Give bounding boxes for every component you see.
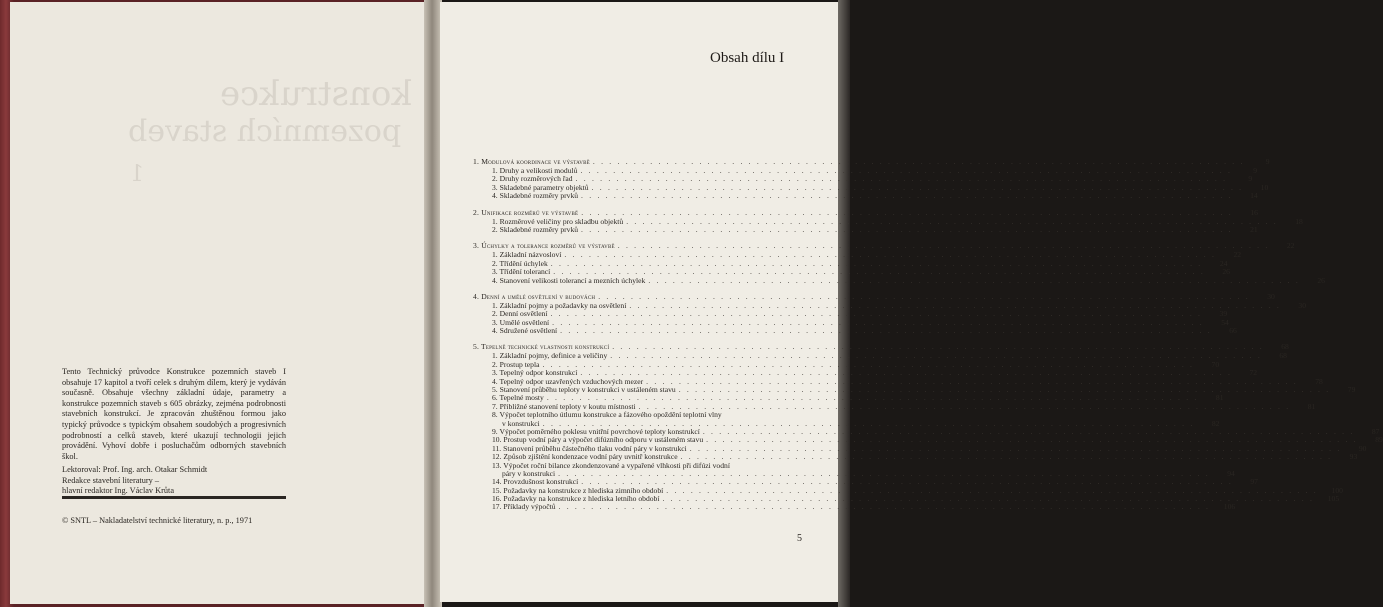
- dot-leader: . . . . . . . . . . . . . . . . . . . . . . . . . . . . . . . . . . . . . . . . . . . . . . . . . . . . . . . . . . . . . . . . . . . . . . . . . . . . . . . .: [542, 418, 1195, 428]
- toc-item-page: 70: [1211, 359, 1220, 369]
- dot-leader: . . . . . . . . . . . . . . . . . . . . . . . . . . . . . . . . . . . . . . . . . . . . . . . . . . . . . . . . . . . . . . . . . . . . . . . . . . . . . . . .: [581, 224, 1233, 234]
- toc-chapter: [470, 157, 1270, 201]
- dot-leader: . . . . . . . . . . . . . . . . . . . . . . . . . . . . . . . . . . . . . . . . . . . . . . . . . . . . . . . . . . . . . . . . . . . . . . . . . . . . . . . .: [592, 157, 1245, 166]
- toc-chapter-heading-page: 16: [1250, 207, 1258, 217]
- toc-item: [470, 191, 1258, 201]
- toc-item-label: 6. Tepelné mosty: [492, 393, 544, 403]
- toc-item-page: 81: [1215, 393, 1224, 403]
- toc-chapter-heading-page: 22: [1286, 241, 1295, 251]
- toc-item-label: 1. Rozměrové veličiny pro skladbu objektů: [492, 216, 624, 226]
- dot-leader: . . . . . . . . . . . . . . . . . . . . . . . . . . . . . . . . . . . . . . . . . . . . . . . . . . . . . . . . . . . . . . . . . . . . . . . . . . . . . . . .: [591, 182, 1244, 192]
- dot-leader: . . . . . . . . . . . . . . . . . . . . . . . . . . . . . . . . . . . . . . . . . . . . . . . . . . . . . . . . . . . . . . . . . . . . . . . . . . . . . . . .: [552, 317, 1204, 327]
- dot-leader: . . . . . . . . . . . . . . . . . . . . . . . . . . . . . . . . . . . . . . . . . . . . . . . . . . . . . . . . . . . . . . . . . . . . . . . . . . . . . . . .: [575, 174, 1228, 184]
- toc-chapter: [470, 291, 1306, 336]
- toc-item-label: 9. Výpočet poměrného poklesu vnitřní povrchové teploty konstrukcí: [492, 426, 700, 436]
- dot-leader: . . . . . . . . . . . . . . . . . . . . . . . . . . . . . . . . . . . . . . . . . . . . . . . . . . . . . . . . . . . . . . . . . . . . . . . . . . . . . . . .: [550, 309, 1203, 319]
- dot-leader: . . . . . . . . . . . . . . . . . . . . . . . . . . . . . . . . . . . . . . . . . . . . . . . . . . . . . . . . . . . . . . . . . . . . . . . . . . . . . . . .: [581, 207, 1233, 217]
- toc-item-label: 17. Příklady výpočtů: [492, 502, 556, 512]
- show-through-title-3: 1: [130, 162, 144, 187]
- toc-item-continuation-page: 94: [1227, 468, 1235, 478]
- dot-leader: . . . . . . . . . . . . . . . . . . . . . . . . . . . . . . . . . . . . . . . . . . . . . . . . . . . . . . . . . . . . . . . . . . . . . . . . . . . . . . . .: [598, 291, 1250, 301]
- toc-item-page: 68: [1279, 351, 1287, 361]
- toc-item-label: 8. Výpočet teplotního útlumu konstrukce a fázového opoždění teplotní vlny: [492, 410, 722, 420]
- toc-item-continuation-label: v konstrukci: [502, 418, 540, 428]
- dot-leader: . . . . . . . . . . . . . . . . . . . . . . . . . . . . . . . . . . . . . . . . . . . . . . . . . . . . . . . . . . . . . . . . . . . . . . . . . . . . . . . .: [666, 485, 1318, 495]
- toc-chapter-heading-label: 3. Úchylky a tolerance rozměrů ve výstavbě: [473, 241, 615, 251]
- toc-item-page: 90: [1358, 443, 1367, 453]
- dot-leader: . . . . . . . . . . . . . . . . . . . . . . . . . . . . . . . . . . . . . . . . . . . . . . . . . . . . . . . . . . . . . . . . . . . . . . . . . . . . . . . .: [581, 477, 1233, 487]
- dot-leader: . . . . . . . . . . . . . . . . . . . . . . . . . . . . . . . . . . . . . . . . . . . . . . . . . . . . . . . . . . . . . . . . . . . . . . . . . . . . . . . .: [542, 359, 1195, 369]
- toc-item-label: 4. Stanovení velikosti tolerancí a mezních úchylek: [492, 275, 646, 285]
- dot-leader: . . . . . . . . . . . . . . . . . . . . . . . . . . . . . . . . . . . . . . . . . . . . . . . . . . . . . . . . . . . . . . . . . . . . . . . . . . . . . . . .: [558, 468, 1210, 478]
- toc-item-page: 66: [1229, 326, 1237, 336]
- dot-leader: . . . . . . . . . . . . . . . . . . . . . . . . . . . . . . . . . . . . . . . . . . . . . . . . . . . . . . . . . . . . . . . . . . . . . . . . . . . . . . . .: [546, 393, 1199, 403]
- toc-item-label: 16. Požadavky na konstrukce z hlediska letního období: [492, 494, 660, 504]
- credits-reviewer: Lektoroval: Prof. Ing. arch. Otakar Schmidt: [62, 465, 208, 474]
- toc-item: [470, 224, 1258, 234]
- toc-item-page: 93: [1349, 452, 1358, 462]
- toc-item-page: 21: [1250, 224, 1258, 234]
- separator-rule: [62, 496, 286, 499]
- toc-item-page: 14: [1250, 191, 1258, 201]
- toc-chapter-heading-page: 30: [1267, 291, 1275, 301]
- credits-block: [62, 465, 302, 497]
- toc-item-page: 100: [1331, 485, 1343, 495]
- copyright-notice: © SNTL – Nakladatelství technické literatury, n. p., 1971: [62, 516, 253, 525]
- dot-leader: . . . . . . . . . . . . . . . . . . . . . . . . . . . . . . . . . . . . . . . . . . . . . . . . . . . . . . . . . . . . . . . . . . . . . . . . . . . . . . . .: [646, 376, 1298, 386]
- dot-leader: . . . . . . . . . . . . . . . . . . . . . . . . . . . . . . . . . . . . . . . . . . . . . . . . . . . . . . . . . . . . . . . . . . . . . . . . . . . . . . . .: [689, 443, 1342, 453]
- toc-item-label: 4. Sdružené osvětlení: [492, 326, 558, 336]
- toc-chapter: [470, 241, 1325, 285]
- toc-item-label: 3. Třídění tolerancí: [492, 267, 551, 277]
- dot-leader: . . . . . . . . . . . . . . . . . . . . . . . . . . . . . . . . . . . . . . . . . . . . . . . . . . . . . . . . . . . . . . . . . . . . . . . . . . . . . . . .: [629, 300, 1281, 310]
- page-title: Obsah dílu I: [710, 50, 785, 66]
- toc-item-label: 1. Základní pojmy, definice a veličiny: [492, 351, 608, 361]
- toc-item-page: 39: [1219, 309, 1228, 319]
- credits-chief-editor: hlavní redaktor Ing. Václav Krůta: [62, 486, 175, 496]
- dot-leader: . . . . . . . . . . . . . . . . . . . . . . . . . . . . . . . . . . . . . . . . . . . . . . . . . . . . . . . . . . . . . . . . . . . . . . . . . . . . . . . .: [648, 275, 1300, 285]
- page-number: 5: [797, 533, 802, 544]
- toc-item-label: 2. Druhy rozměrových řad: [492, 174, 573, 184]
- toc-item-label: 2. Prostup tepla: [492, 359, 540, 369]
- toc-item-page: 97: [1250, 477, 1258, 487]
- toc-item-page: 54: [1221, 317, 1229, 327]
- toc-chapter-heading-page: 68: [1281, 342, 1289, 352]
- credits-editorial: Redakce stavební literatury –: [62, 475, 159, 485]
- toc-item: [470, 275, 1325, 285]
- toc-item-page: 26: [1222, 267, 1230, 277]
- dot-leader: . . . . . . . . . . . . . . . . . . . . . . . . . . . . . . . . . . . . . . . . . . . . . . . . . . . . . . . . . . . . . . . . . . . . . . . . . . . . . . . .: [550, 258, 1203, 268]
- toc-item-label: 2. Skladebné rozměry prvků: [492, 224, 579, 234]
- dot-leader: . . . . . . . . . . . . . . . . . . . . . . . . . . . . . . . . . . . . . . . . . . . . . . . . . . . . . . . . . . . . . . . . . . . . . . . . . . . . . . . .: [702, 426, 1355, 436]
- toc-chapter: [470, 342, 1383, 512]
- show-through-title-2: pozemních staveb: [128, 114, 402, 149]
- dot-leader: . . . . . . . . . . . . . . . . . . . . . . . . . . . . . . . . . . . . . . . . . . . . . . . . . . . . . . . . . . . . . . . . . . . . . . . . . . . . . . . .: [617, 241, 1270, 251]
- toc-item-page: 87: [1371, 426, 1380, 436]
- dot-leader: . . . . . . . . . . . . . . . . . . . . . . . . . . . . . . . . . . . . . . . . . . . . . . . . . . . . . . . . . . . . . . . . . . . . . . . . . . . . . . . .: [662, 494, 1315, 504]
- toc-item-page: 72: [1249, 368, 1258, 378]
- left-page: [10, 2, 430, 604]
- toc-item-label: 12. Způsob zjištění kondenzace vodní páry uvnitř konstrukce: [492, 452, 678, 462]
- toc-item-label: 5. Stanovení průběhu teploty v konstrukci v ustáleném stavu: [492, 385, 676, 395]
- toc-item-page: 18: [1295, 216, 1303, 226]
- toc-item: [470, 502, 1236, 512]
- toc-chapter: [470, 207, 1303, 235]
- imprint-description: Tento Technický průvodce Konstrukce pozemních staveb I obsahuje 17 kapitol a tvoří celek s druhým dílem, který je vydáván současně. Obsahuje všechny základní údaje, parametry a konstrukce pozemních staveb s 605 obrázky, zejména podrobnosti stavebních konstrukcí. Je zpracován zhuštěnou formou jako typický průvodce s typickým obsahem soudobých a progresivních podrobností a celků staveb, které ukazují technologii jejich provádění. Vyhoví dobře i posluchačům odborných stavebních škol.: [62, 367, 286, 461]
- dot-leader: . . . . . . . . . . . . . . . . . . . . . . . . . . . . . . . . . . . . . . . . . . . . . . . . . . . . . . . . . . . . . . . . . . . . . . . . . . . . . . . .: [580, 368, 1233, 378]
- toc-item-label: 4. Tepelný odpor uzavřených vzduchových mezer: [492, 376, 644, 386]
- toc-item-page: 30: [1298, 300, 1306, 310]
- toc-item-page: 81: [1307, 401, 1316, 411]
- toc-item-label: 7. Přibližné stanovení teploty v koutu místnosti: [492, 401, 636, 411]
- toc-item-label: 14. Provzdušnost konstrukcí: [492, 477, 579, 487]
- toc-chapter-heading-label: 2. Unifikace rozměrů ve výstavbě: [473, 207, 579, 217]
- dot-leader: . . . . . . . . . . . . . . . . . . . . . . . . . . . . . . . . . . . . . . . . . . . . . . . . . . . . . . . . . . . . . . . . . . . . . . . . . . . . . . . .: [680, 452, 1333, 462]
- toc-item-label: 2. Denní osvětlení: [492, 309, 548, 319]
- toc-item-page: 24: [1219, 258, 1228, 268]
- toc-item-page: 22: [1233, 250, 1242, 260]
- toc-item: [470, 326, 1237, 336]
- toc-item-continuation-page: 82: [1211, 418, 1220, 428]
- dot-leader: . . . . . . . . . . . . . . . . . . . . . . . . . . . . . . . . . . . . . . . . . . . . . . . . . . . . . . . . . . . . . . . . . . . . . . . . . . . . . . . .: [626, 216, 1278, 226]
- dot-leader: . . . . . . . . . . . . . . . . . . . . . . . . . . . . . . . . . . . . . . . . . . . . . . . . . . . . . . . . . . . . . . . . . . . . . . . . . . . . . . . .: [580, 165, 1233, 175]
- toc-item-page: 10: [1260, 182, 1269, 192]
- toc-item-label: 11. Stanovení průběhu částečného tlaku vodní páry v konstrukci: [492, 443, 687, 453]
- toc-item-label: 3. Tepelný odpor konstrukcí: [492, 368, 578, 378]
- table-of-contents: [470, 157, 1383, 519]
- toc-chapter-heading-page: 9: [1265, 157, 1270, 166]
- toc-item-page: 79: [1347, 385, 1356, 395]
- toc-item-page: 9: [1253, 165, 1258, 175]
- toc-item-label: 10. Prostup vodní páry a výpočet difúzního odporu v ustáleném stavu: [492, 435, 704, 445]
- dot-leader: . . . . . . . . . . . . . . . . . . . . . . . . . . . . . . . . . . . . . . . . . . . . . . . . . . . . . . . . . . . . . . . . . . . . . . . . . . . . . . . .: [564, 250, 1217, 260]
- dot-leader: . . . . . . . . . . . . . . . . . . . . . . . . . . . . . . . . . . . . . . . . . . . . . . . . . . . . . . . . . . . . . . . . . . . . . . . . . . . . . . . .: [638, 401, 1291, 411]
- toc-chapter-heading-label: 4. Denní a umělé osvětlení v budovách: [473, 291, 596, 301]
- toc-item-label: 3. Umělé osvětlení: [492, 317, 550, 327]
- toc-item-label: 1. Druhy a velikosti modulů: [492, 165, 578, 175]
- toc-item-label: 3. Skladebné parametry objektů: [492, 182, 589, 192]
- toc-item-label: 4. Skladebné rozměry prvků: [492, 191, 579, 201]
- dot-leader: . . . . . . . . . . . . . . . . . . . . . . . . . . . . . . . . . . . . . . . . . . . . . . . . . . . . . . . . . . . . . . . . . . . . . . . . . . . . . . . .: [678, 385, 1331, 395]
- dot-leader: . . . . . . . . . . . . . . . . . . . . . . . . . . . . . . . . . . . . . . . . . . . . . . . . . . . . . . . . . . . . . . . . . . . . . . . . . . . . . . . .: [612, 342, 1264, 352]
- toc-item-page: 78: [1315, 376, 1323, 386]
- toc-item-page: 9: [1248, 174, 1253, 184]
- dot-leader: . . . . . . . . . . . . . . . . . . . . . . . . . . . . . . . . . . . . . . . . . . . . . . . . . . . . . . . . . . . . . . . . . . . . . . . . . . . . . . . .: [610, 351, 1262, 361]
- dot-leader: . . . . . . . . . . . . . . . . . . . . . . . . . . . . . . . . . . . . . . . . . . . . . . . . . . . . . . . . . . . . . . . . . . . . . . . . . . . . . . . .: [581, 191, 1233, 201]
- toc-item-label: 13. Výpočet roční bilance zkondenzované a vypařené vlhkosti při difúzi vodní: [492, 460, 730, 470]
- toc-item-label: 1. Základní pojmy a požadavky na osvětlení: [492, 300, 627, 310]
- dot-leader: . . . . . . . . . . . . . . . . . . . . . . . . . . . . . . . . . . . . . . . . . . . . . . . . . . . . . . . . . . . . . . . . . . . . . . . . . . . . . . . .: [706, 435, 1358, 445]
- toc-item-page: 106: [1223, 502, 1236, 512]
- toc-chapter-heading-label: 1. Modulová koordinace ve výstavbě: [473, 157, 590, 166]
- show-through-title-1: konstrukce: [220, 74, 412, 114]
- dot-leader: . . . . . . . . . . . . . . . . . . . . . . . . . . . . . . . . . . . . . . . . . . . . . . . . . . . . . . . . . . . . . . . . . . . . . . . . . . . . . . . .: [560, 326, 1212, 336]
- toc-item-page: 26: [1317, 275, 1325, 285]
- toc-item-label: 15. Požadavky na konstrukce z hlediska zimního období: [492, 485, 664, 495]
- toc-item-page: 105: [1327, 494, 1340, 504]
- toc-item-label: 2. Třídění úchylek: [492, 258, 548, 268]
- toc-item-continuation-label: páry v konstrukci: [502, 468, 556, 478]
- dot-leader: . . . . . . . . . . . . . . . . . . . . . . . . . . . . . . . . . . . . . . . . . . . . . . . . . . . . . . . . . . . . . . . . . . . . . . . . . . . . . . . .: [558, 502, 1211, 512]
- toc-chapter-heading-label: 5. Tepelně technické vlastnosti konstrukcí: [473, 342, 610, 352]
- dot-leader: . . . . . . . . . . . . . . . . . . . . . . . . . . . . . . . . . . . . . . . . . . . . . . . . . . . . . . . . . . . . . . . . . . . . . . . . . . . . . . . .: [553, 267, 1205, 277]
- toc-item-label: 1. Základní názvosloví: [492, 250, 562, 260]
- toc-item-page: 89: [1375, 435, 1383, 445]
